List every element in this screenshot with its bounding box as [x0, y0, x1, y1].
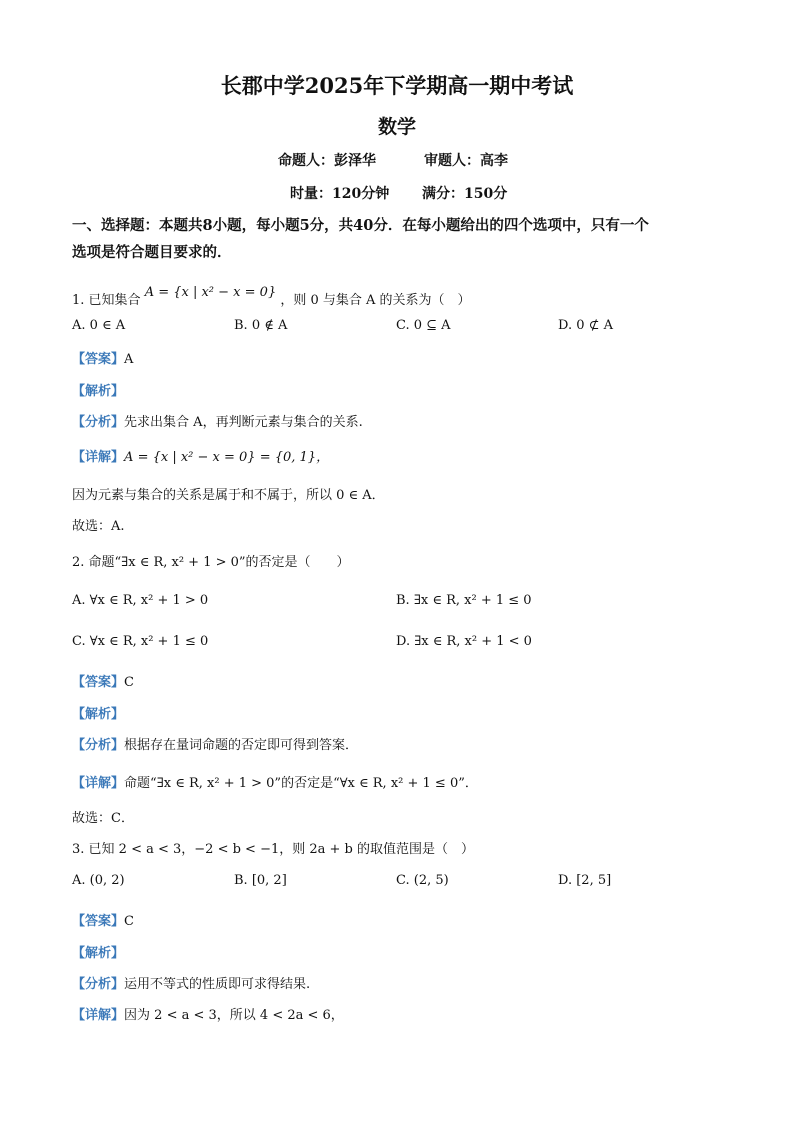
q3-option-b: B. [0, 2]: [234, 873, 287, 888]
q3-detail-text: 因为 2 < a < 3，所以 4 < 2a < 6，: [124, 1008, 344, 1023]
q3-option-c: C. (2, 5): [396, 873, 449, 888]
q2-fenxi-text: 根据存在量词命题的否定即可得到答案．: [124, 738, 359, 753]
q2-answer: 【答案】C: [72, 675, 134, 690]
q1-fenxi-text: 先求出集合 A，再判断元素与集合的关系.: [124, 415, 363, 430]
q3-stem: 3. 已知 2 < a < 3，−2 < b < −1，则 2a + b 的取值范围是（ ）: [72, 842, 475, 857]
q1-option-a: A. 0 ∈ A: [72, 318, 126, 333]
q1-option-d: D. 0 ⊄ A: [558, 318, 614, 333]
q2-choose: 故选：C．: [72, 811, 134, 826]
section-heading-line2: 选项是符合题目要求的．: [72, 244, 232, 261]
q3-fenxi-text: 运用不等式的性质即可求得结果.: [124, 977, 311, 992]
q2-stem: 2. 命题“∃x ∈ R, x² + 1 > 0”的否定是（ ）: [72, 555, 350, 570]
q1-answer: 【答案】A: [72, 352, 134, 367]
answer-label: 答案: [85, 352, 112, 367]
q2-option-a: A. ∀x ∈ R, x² + 1 > 0: [72, 593, 209, 608]
q1-stem-suffix: ，则 0 与集合 A 的关系为（ ）: [280, 293, 471, 308]
q1-stem-prefix: 1. 已知集合: [72, 293, 141, 308]
q1-analysis-label: 【解析】: [72, 384, 125, 399]
q3-fenxi: 【分析】运用不等式的性质即可求得结果.: [72, 977, 311, 992]
q2-option-d: D. ∃x ∈ R, x² + 1 < 0: [396, 634, 532, 649]
q3-option-a: A. (0, 2): [72, 873, 125, 888]
q1-answer-value: A: [124, 352, 134, 367]
q3-analysis-label: 【解析】: [72, 946, 125, 961]
duration: 时量：120分钟: [290, 186, 390, 202]
q3-option-d: D. [2, 5]: [558, 873, 612, 888]
subject-title: 数学: [377, 116, 416, 138]
q1-fenxi: 【分析】先求出集合 A，再判断元素与集合的关系.: [72, 415, 363, 430]
q1-detail-text: A = {x | x² − x = 0} = {0, 1}，: [124, 450, 330, 465]
q1-detail2: 因为元素与集合的关系是属于和不属于，所以 0 ∈ A．: [72, 488, 385, 503]
q1-stem-math: A = {x | x² − x = 0}: [144, 285, 277, 300]
q1-option-b: B. 0 ∉ A: [234, 318, 288, 333]
exam-title: 长郡中学2025年下学期高一期中考试: [220, 73, 574, 98]
q2-option-b: B. ∃x ∈ R, x² + 1 ≤ 0: [396, 593, 532, 608]
q1-option-c: C. 0 ⊆ A: [396, 318, 451, 333]
q2-detail: 【详解】命题“∃x ∈ R, x² + 1 > 0”的否定是“∀x ∈ R, x² + 1 ≤ 0”．: [72, 776, 478, 791]
setter: 命题人：彭泽华: [278, 153, 376, 169]
q1-detail: 【详解】A = {x | x² − x = 0} = {0, 1}，: [72, 450, 330, 465]
q1-stem: [72, 285, 471, 308]
q2-answer-value: C: [124, 675, 134, 690]
q2-option-c: C. ∀x ∈ R, x² + 1 ≤ 0: [72, 634, 209, 649]
q3-answer: 【答案】C: [72, 914, 134, 929]
q2-detail-text: 命题“∃x ∈ R, x² + 1 > 0”的否定是“∀x ∈ R, x² + 1 ≤ 0”．: [124, 776, 478, 791]
q2-fenxi: 【分析】根据存在量词命题的否定即可得到答案．: [72, 738, 359, 753]
section-heading-line1: 一、选择题：本题共8小题，每小题5分，共40分．在每小题给出的四个选项中，只有一个: [72, 217, 649, 234]
reviewer: 审题人：高李: [424, 153, 508, 169]
q1-choose: 故选：A.: [72, 519, 125, 534]
q3-answer-value: C: [124, 914, 134, 929]
full-score: 满分：150分: [422, 186, 508, 202]
q3-detail: 【详解】因为 2 < a < 3，所以 4 < 2a < 6，: [72, 1008, 344, 1023]
q2-analysis-label: 【解析】: [72, 707, 125, 722]
